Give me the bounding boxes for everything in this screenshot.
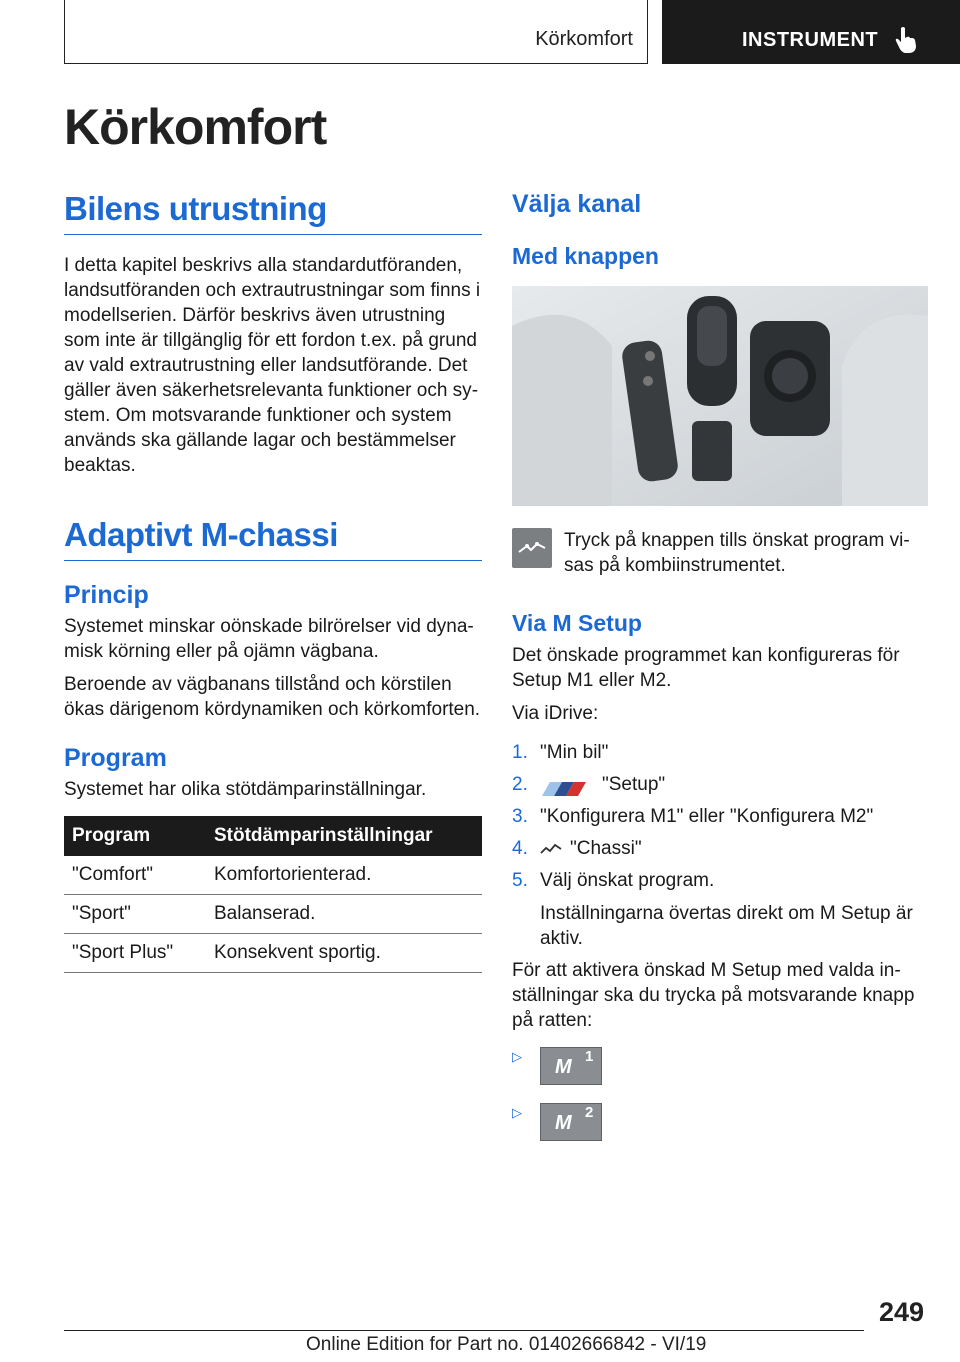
- step-text: "Min bil": [540, 742, 609, 763]
- table-cell-program: "Sport": [64, 895, 206, 934]
- m1-button-label: M: [555, 1056, 572, 1078]
- header-chapter-tab: [662, 0, 960, 64]
- program-table: [64, 816, 482, 973]
- m1-button-icon: [540, 1047, 602, 1085]
- m1-item: [512, 1047, 928, 1085]
- step-text: Välj önskat program.: [540, 870, 715, 891]
- paragraph-m-setup-1: Det önskade programmet kan konfigureras för Setup M1 eller M2.: [512, 645, 900, 691]
- list-item: [512, 836, 928, 861]
- table-cell-program: "Sport Plus": [64, 934, 206, 973]
- left-column: [64, 190, 482, 973]
- table-cell-setting: Balanserad.: [206, 895, 482, 934]
- table-row: [64, 895, 482, 934]
- paragraph-steering-wheel: För att aktivera önskad M Setup med valda inställningar ska du trycka på motsvarande knapp på ratten:: [512, 960, 915, 1031]
- heading-equipment: Bilens utrustning: [64, 190, 482, 235]
- m2-item: [512, 1103, 928, 1141]
- step-number: 1.: [512, 742, 528, 763]
- paragraph-principle-1: Systemet minskar oönskade bilrörelser vid dynamisk körning eller på ojämn vägbana.: [64, 616, 474, 662]
- m2-button-label: M: [555, 1112, 572, 1134]
- footer-divider: [64, 1330, 864, 1331]
- header-section-label: Körkomfort: [535, 28, 633, 50]
- m-stripes-icon: [540, 778, 592, 792]
- table-cell-setting: Konsekvent sportig.: [206, 934, 482, 973]
- step-subtext: Inställningarna övertas direkt om M Setup är aktiv.: [540, 903, 913, 949]
- list-item: [512, 740, 928, 765]
- paragraph-program: Systemet har olika stötdämparinställningar.: [64, 779, 427, 800]
- arrow-bullet-icon: ▷: [512, 1105, 522, 1120]
- heading-m-setup: Via M Setup: [512, 610, 642, 636]
- idrive-steps: [512, 740, 928, 951]
- table-header-program: Program: [64, 816, 206, 856]
- paragraph-principle-2: Beroende av vägbanans tillstånd och körstilen ökas därigenom kördynamiken och körkomforten.: [64, 674, 481, 720]
- heading-program: Program: [64, 744, 167, 772]
- list-item: [512, 772, 928, 797]
- table-cell-program: "Comfort": [64, 856, 206, 895]
- m2-button-icon: [540, 1103, 602, 1141]
- step-number: 3.: [512, 806, 528, 827]
- paragraph-button: Tryck på knappen tills önskat program visas på kombiinstrumentet.: [564, 530, 910, 576]
- m2-button-sup: 2: [585, 1104, 594, 1121]
- header-section-box: [64, 0, 648, 64]
- center-console-photo: [512, 286, 928, 506]
- right-column: [512, 190, 928, 1141]
- table-row: [64, 934, 482, 973]
- page-number: 249: [878, 1297, 924, 1327]
- button-instruction: [512, 528, 928, 578]
- paragraph-m-setup-2: Via iDrive:: [512, 703, 599, 724]
- step-number: 2.: [512, 774, 528, 795]
- step-number: 5.: [512, 870, 528, 891]
- chassis-button-icon: [512, 528, 552, 568]
- arrow-bullet-icon: ▷: [512, 1049, 522, 1064]
- step-number: 4.: [512, 838, 528, 859]
- chassis-small-icon: [540, 842, 562, 856]
- header-chapter-label: INSTRUMENT: [742, 29, 879, 51]
- step-text: "Setup": [602, 774, 666, 795]
- center-console-illustration: [512, 286, 928, 506]
- page-title: Körkomfort: [64, 99, 327, 155]
- list-item: [512, 868, 928, 951]
- heading-with-button: Med knappen: [512, 243, 659, 269]
- m1-button-sup: 1: [585, 1048, 594, 1065]
- step-text: "Konfigurera M1" eller "Konfigurera M2": [540, 806, 874, 827]
- footer-edition: Online Edition for Part no. 01402666842 - VI/19: [306, 1334, 707, 1355]
- pointing-hand-icon: [894, 26, 918, 54]
- heading-select-channel: Välja kanal: [512, 190, 642, 218]
- heading-principle: Princip: [64, 581, 149, 609]
- table-header-row: [64, 816, 482, 856]
- table-row: [64, 856, 482, 895]
- paragraph-equipment: I detta kapitel beskrivs alla standardutföranden, landsutföranden och extrautrustningar som finns i modellserien. Därför beskrivs även utrustning som inte är tillgänglig för ett fordon t.ex. på grund av vald extrautrustning eller landsutförande. Det gäller även säkerhetsrelevanta funktioner och system. Om motsvarande funktioner och system används ska gällande lagar och bestämmelser beaktas.: [64, 255, 481, 476]
- heading-adaptive-chassis: Adaptivt M-chassi: [64, 516, 482, 561]
- table-cell-setting: Komfortorienterad.: [206, 856, 482, 895]
- list-item: [512, 804, 928, 829]
- table-header-damper: Stötdämparinställningar: [206, 816, 482, 856]
- step-text: "Chassi": [570, 838, 642, 859]
